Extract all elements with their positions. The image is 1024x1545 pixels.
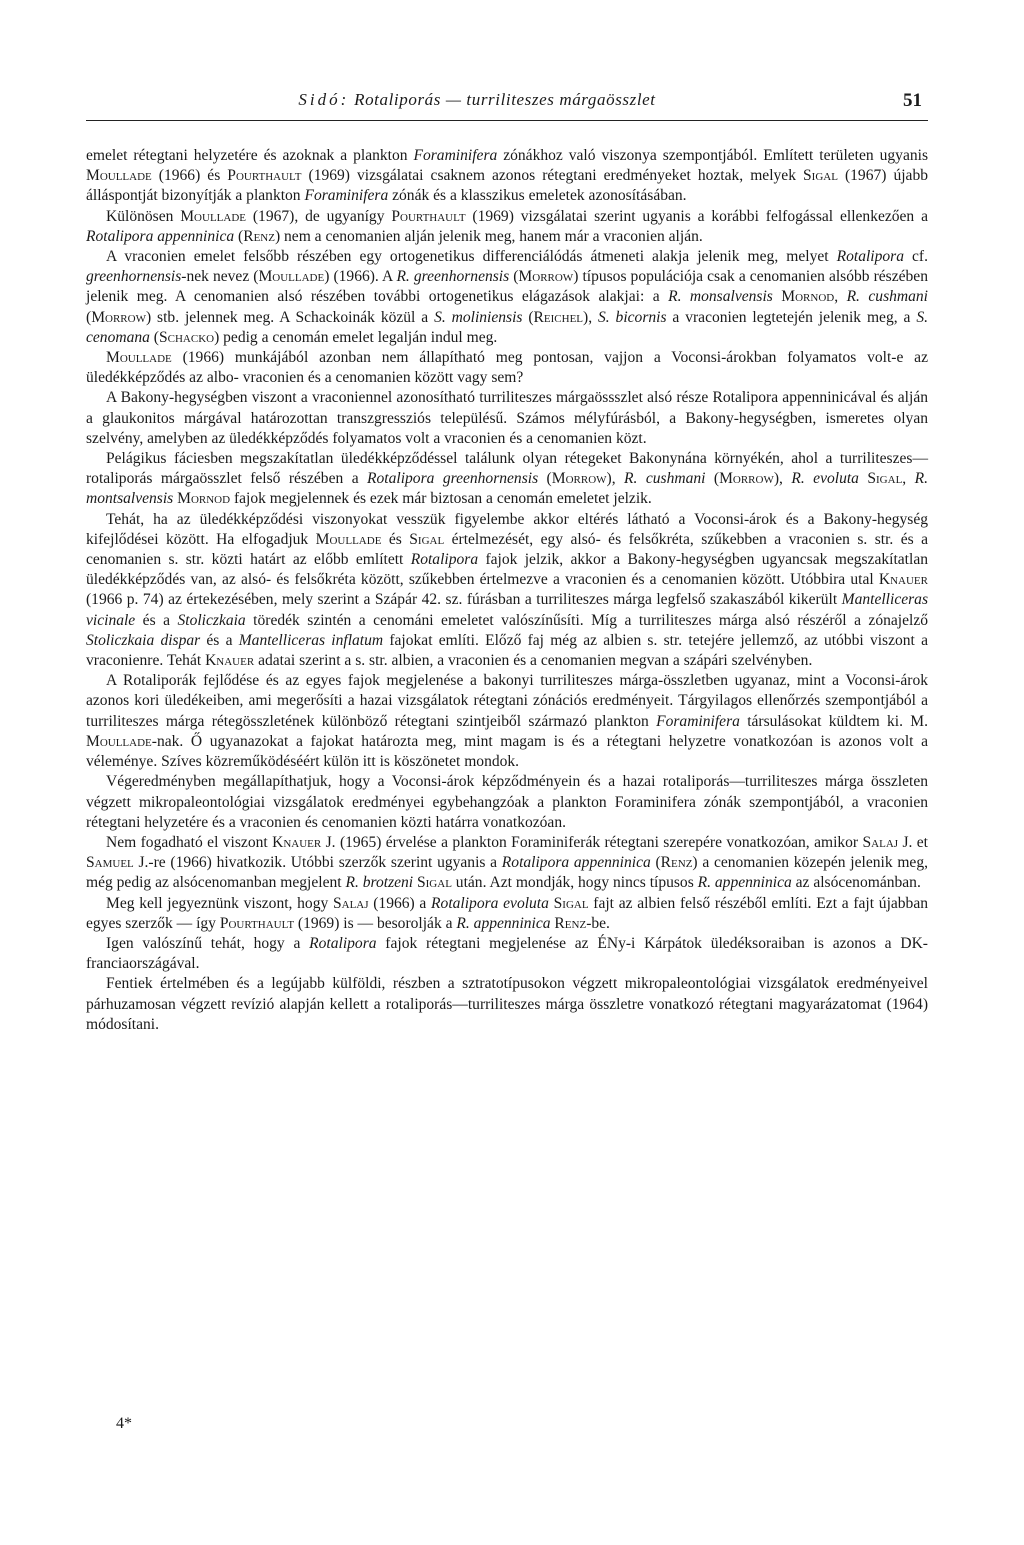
paragraph (86, 671, 928, 772)
text-run: ( (86, 308, 92, 326)
text-run: -nek nevez ( (181, 268, 259, 286)
paragraph (86, 388, 928, 449)
paragraph (86, 772, 928, 833)
author-name: Pourthault (227, 167, 302, 185)
taxon-name: Rotalipora appenninica (501, 854, 651, 872)
text-run: zónákhoz való viszonya szempontjából. Említett területen ugyanis (497, 147, 928, 164)
author-name: Morrow (518, 268, 574, 286)
text-run: a vraconien legtetején jelenik meg, a (666, 308, 917, 326)
author-name: Moullade (315, 530, 382, 548)
taxon-name: Rotalipora (836, 248, 904, 266)
text-run: ) a cenomanien közepén jelenik meg, még pedig az alsócenomanban megjelent (86, 854, 928, 892)
paragraph (86, 146, 928, 207)
taxon-name: R. cushmani (624, 470, 706, 488)
author-name: Renz (243, 227, 275, 245)
taxon-name: R. evoluta (791, 470, 859, 488)
text-run: (1969) vizsgálatai csaknem azonos rétegtani eredményeket hoztak, melyek (301, 167, 804, 185)
text-run: és a (135, 611, 178, 629)
text-run: fajok jelzik, akkor a Bakony-hegységben ugyancsak megszakítatlan üledékképződés van, az alsó- és felsőkréta között, szűkebben értelmezve a vraconien és a cenomanien között. Utóbbira utal (86, 551, 928, 589)
text-run: (1966) a (368, 894, 432, 912)
text-run: (1967), de ugyanígy (246, 207, 392, 225)
text-run: -be. (586, 914, 610, 932)
paragraph (86, 510, 928, 672)
text-run: A Bakony-hegységben viszont a vraconiennel azonosítható turriliteszes márgaössszlet alsó része Rotalipora appenninicával és alján a glaukonitos márgával határozottan transzgressziós településű. Számos mélyfúrásból, a Bakony-hegységben, ismeretes olyan szelvény, amelyben az üledékképződés folyamatos volt a vraconien és a cenomanien közt. (86, 389, 928, 447)
text-run: ) stb. jelennek meg. A Schackoinák közül a (145, 308, 435, 326)
text-run: ( (538, 470, 552, 488)
text-run: cf. (903, 248, 928, 266)
author-name: Moullade (86, 167, 152, 185)
taxon-name: R. cushmani (846, 288, 928, 306)
author-name: Mornod (177, 490, 231, 508)
author-name: Mornod (781, 288, 835, 306)
author-name: Moullade (86, 732, 152, 750)
text-run: J. et (898, 833, 929, 851)
text-run: Fentiek értelmében és a legújabb külföldi, részben a sztratotípusokon végzett mikropaleontológiai vizsgálatok eredményeivel párhuzamosan végzett revízió alapján kellett a rotaliporás—turriliteszes márga összletre vonatkozó rétegtani magyarázatomat (1964) módosítani. (86, 975, 928, 1033)
author-name: Sigal (867, 470, 903, 488)
text-run: ( (705, 470, 720, 488)
author-name: Moullade (106, 349, 172, 367)
text-run: (1966) munkájából azonban nem állapítható meg pontosan, vajjon a Voconsi-árokban folyamatos volt-e az üledékképződés az albo- vraconien és a cenomanien között vagy sem? (86, 349, 928, 387)
text-run: ), (583, 308, 598, 326)
author-name: Moullade (180, 207, 246, 225)
text-run: társulásokat küldtem ki. M. (739, 712, 928, 730)
text-run: emelet rétegtani helyzetére és azoknak a plankton (86, 147, 414, 164)
paragraph (86, 934, 928, 974)
taxon-name: R. appenninica (697, 874, 792, 892)
text-run: J. (1965) érvelése a plankton Foraminiferák rétegtani szerepére vonatkozóan, amikor (321, 833, 863, 851)
taxon-name: greenhornensis (86, 268, 182, 286)
text-run: Nem fogadható el viszont (106, 833, 273, 851)
text-run: fajok megjelennek és ezek már biztosan a cenomán emeletet jelzik. (230, 490, 652, 508)
paragraph (86, 348, 928, 388)
taxon-name: R. brotzeni (345, 874, 414, 892)
author-name: Knauer (205, 652, 255, 670)
taxon-name: Mantelliceras vicinale (86, 591, 928, 629)
taxon-name: Rotalipora (309, 934, 377, 952)
author-name: Morrow (719, 470, 774, 488)
text-run: fajok rétegtani megjelenése az ÉNy-i Kárpátok üledéksoraiban is azonos a DK-franciaországával. (86, 934, 928, 973)
taxon-name: Mantelliceras inflatum (238, 631, 384, 649)
text-run: Igen valószínű tehát, hogy a (106, 934, 310, 952)
text-run: (1969) vizsgálatai szerint ugyanis a korábbi felfogással ellenkezően a (465, 207, 928, 225)
paragraph (86, 449, 928, 510)
taxon-name: R. montsalvensis (86, 470, 929, 508)
text-run: A vraconien emelet felsőbb részében egy ortogenetikus differenciálódás átmeneti alakja jelenik meg, melyet (106, 248, 837, 266)
text-run: Végeredményben megállapíthatjuk, hogy a Voconsi-árok képződményein és a hazai rotaliporás—turriliteszes márga összleten végzett mikropaleontológiai vizsgálatok eredményei egybehangzóak a plankton Foraminifera zónák szempontjából, a vraconien rétegtani helyzetére és a vraconien és cenomanien közti határra vonatkozóan. (86, 773, 928, 831)
text-run: adatai szerint a s. str. albien, a vraconien és a cenomanien megvan a szápári szelvényben. (254, 652, 813, 670)
author-name: Salaj (862, 833, 899, 851)
text-run: ) pedig a cenomán emelet legalján indul meg. (214, 328, 498, 346)
text-run: , (902, 470, 915, 488)
taxon-name: Rotalipora greenhornensis (367, 470, 539, 488)
text-run: Különösen (106, 207, 181, 225)
taxon-name: Foraminifera (413, 147, 498, 164)
taxon-name: Foraminifera (656, 712, 740, 730)
signature-mark: 4* (116, 1415, 132, 1432)
author-name: Samuel (86, 854, 134, 872)
author-name: Pourthault (391, 207, 466, 225)
author-name: Knauer (272, 833, 322, 851)
text-run: fajokat említi. Előző faj még az albien s. str. tetejére jellemző, az utóbbi viszont a vraconienre. Tehát (86, 631, 928, 670)
taxon-name: Foraminifera (304, 187, 389, 205)
author-name: Moullade (258, 268, 325, 286)
text-run: után. Azt mondják, hogy nincs típusos (451, 874, 698, 892)
text-run (773, 288, 781, 305)
taxon-name: Rotalipora (410, 551, 479, 569)
text-run: zónák és a klasszikus emeletek azonosításában. (388, 187, 687, 205)
paragraph (86, 894, 928, 934)
text-run: (1966) és (151, 167, 228, 185)
author-name: Sigal (553, 894, 589, 912)
text-run: ( (234, 227, 244, 245)
running-header (86, 90, 928, 121)
text-run: -nak. Ő ugyanazokat a fajokat határozta meg, mint magam is és a rétegtani helyzetre vonatkozóan is azonos volt a véleménye. Szíves közreműködéséért külön itt is köszönetet mondok. (86, 732, 928, 771)
paragraph (86, 207, 928, 247)
taxon-name: R. monsalvensis (668, 288, 773, 306)
taxon-name: Stoliczkaia (177, 611, 246, 629)
header-author: Sidó: (298, 90, 350, 109)
paragraph (86, 974, 928, 1035)
text-run: és (381, 530, 410, 548)
text-run: ), (773, 470, 792, 488)
article-body (86, 146, 928, 1035)
text-run: ) nem a cenomanien alján jelenik meg, hanem már a vraconien alján. (274, 227, 703, 245)
paragraph (86, 833, 928, 894)
text-run: ), (606, 470, 625, 488)
paragraph (86, 247, 928, 348)
text-run: (1969) is — besorolják a (294, 914, 457, 932)
taxon-name: R. appenninica (456, 914, 551, 932)
taxon-name: S. moliniensis (434, 308, 523, 326)
author-name: Sigal (417, 874, 452, 892)
text-run: Tehát, ha az üledékképződési viszonyokat vesszük figyelembe akkor eltérés látható a Voconsi-árok és a Bakony-hegység kifejlődései között. Ha elfogadjuk (86, 510, 928, 548)
taxon-name: S. cenomana (86, 308, 928, 346)
text-run: töredék szintén a cenománi emeletet valószínűsíti. Míg a turriliteszes márga alsó részéről a zónajelző (245, 611, 928, 629)
taxon-name: Rotalipora appenninica (86, 227, 235, 245)
text-run: ) (1966). A (324, 268, 397, 286)
text-run: értelmezését, egy alsó- és felsőkréta, szűkebben a vraconien s. str. és a cenomanien s. str. közti határt az előbb említett (86, 530, 929, 569)
author-name: Pourthault (219, 914, 295, 932)
text-run: az alsócenománban. (791, 874, 921, 892)
author-name: Schacko (158, 328, 215, 346)
taxon-name: Stoliczkaia dispar (86, 631, 201, 649)
author-name: Renz (660, 854, 693, 872)
text-run: ) típusos populációja csak a cenomanien alsóbb részében jelenik meg. A cenomanien alsó részében további ortogenetikus elágazások alakjai: a (86, 268, 928, 306)
text-run: Meg kell jegyeznünk viszont, hogy (106, 894, 333, 912)
author-name: Morrow (91, 308, 146, 326)
page-number: 51 (903, 90, 922, 111)
text-run: ( (522, 308, 534, 326)
text-run: , (834, 288, 847, 306)
text-run: ( (509, 268, 519, 286)
text-run: fajt az albien felső részéből említi. Ezt a fajt újabban egyes szerzők — így (86, 894, 929, 932)
author-name: Morrow (551, 470, 607, 488)
running-title (86, 90, 868, 110)
text-run: ( (149, 328, 159, 346)
author-name: Reichel (533, 308, 584, 326)
taxon-name: R. greenhornensis (396, 268, 510, 286)
text-run: ( (650, 854, 661, 872)
text-run: A Rotaliporák fejlődése és az egyes fajok megjelenése a bakonyi turriliteszes márga-összletben ugyanaz, mint a Voconsi-árok azonos kori üledékeiben, ami megerősíti a hazai vizsgálatok rétegtani zónációs eredményeit. Tárgyilagos ellenőrzés szempontjából a turriliteszes márga rétegösszletének különböző rétegtani szintjeiből származó plankton (86, 672, 928, 730)
taxon-name: Rotalipora evoluta (431, 894, 549, 912)
text-run: (1967) újabb álláspontját bizonyítják a plankton (86, 167, 929, 205)
author-name: Sigal (803, 167, 838, 185)
author-name: Knauer (878, 571, 928, 589)
author-name: Sigal (409, 530, 445, 548)
taxon-name: S. bicornis (598, 308, 667, 326)
text-run: Pelágikus fáciesben megszakítatlan üledékképződéssel találunk olyan rétegeket Bakonynána környékén, ahol a turriliteszes—rotaliporás márgaösszlet felső részében a (86, 450, 928, 488)
text-run: és a (200, 631, 239, 649)
header-title: Rotaliporás — turriliteszes márgaösszlet (354, 90, 656, 109)
author-name: Renz (554, 914, 587, 932)
author-name: Salaj (332, 894, 369, 912)
text-run: (1966 p. 74) az értekezésében, mely szerint a Szápár 42. sz. fúrásban a turriliteszes márga legfelső szakaszából kikerült (86, 591, 842, 609)
text-run: J.-re (1966) hivatkozik. Utóbbi szerzők szerint ugyanis a (133, 854, 502, 872)
